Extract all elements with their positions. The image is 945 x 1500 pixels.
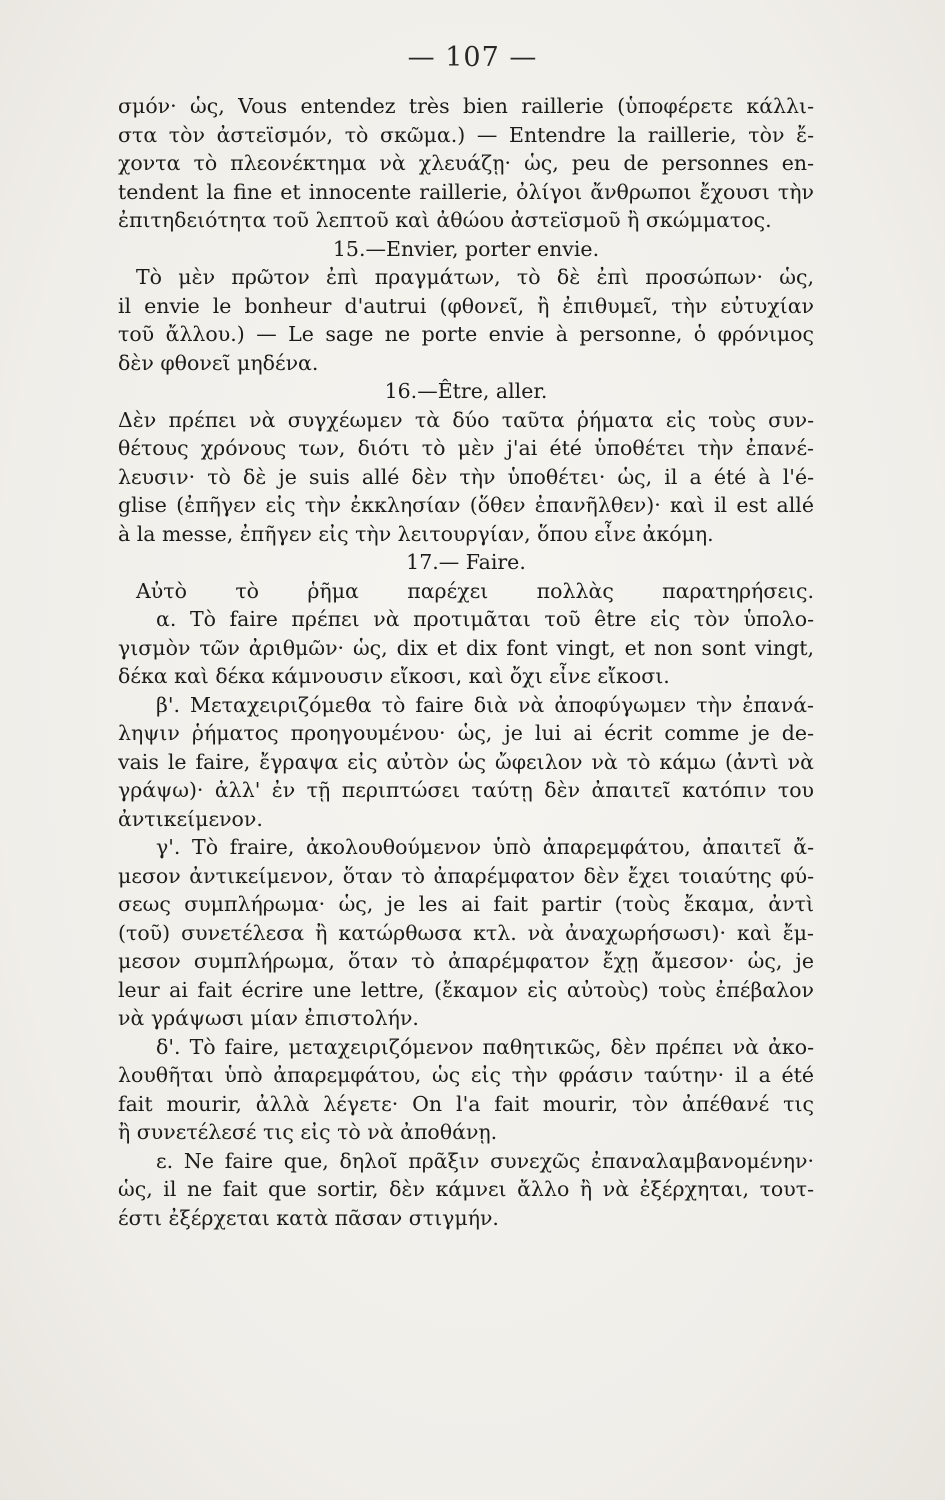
text-line: β'. Μεταχειριζόμεθα τὸ faire διὰ νὰ ἀποφύγωμεν τὴν ἐπανά- <box>156 692 814 717</box>
text-line: γισμὸν τῶν ἀριθμῶν· ὡς, dix et dix font vingt, et non sont vingt, <box>118 635 814 660</box>
text-line: τοῦ ἄλλου.) — Le sage ne porte envie à personne, ὁ φρόνιμος <box>118 322 814 346</box>
text-line: leur ai fait écrire une lettre, (ἔκαμον εἰς αὐτοὺς) τοὺς ἐπέβαλον <box>118 977 814 1002</box>
text-line: à la messe, ἐπῆγεν εἰς τὴν λειτουργίαν, ὅπου εἶνε ἀκόμη. <box>118 521 714 546</box>
text-line: δέκα καὶ δέκα κάμνουσιν εἴκοσι, καὶ ὄχι εἶνε εἴκοσι. <box>118 664 670 688</box>
text-line: χοντα τὸ πλεονέκτημα νὰ χλευάζῃ· ὡς, peu de personnes en- <box>118 151 814 175</box>
text-line: θέτους χρόνους των, διότι τὸ μὲν j'ai été ὑποθέτει τὴν ἐπανέ- <box>118 436 814 460</box>
text-line: στα τὸν ἀστεϊσμόν, τὸ σκῶμα.) — Entendre la raillerie, τὸν ἔ- <box>118 122 814 147</box>
text-line: ληψιν ῥήματος προηγουμένου· ὡς, je lui ai écrit comme je de- <box>118 721 814 745</box>
text-line: γ'. Τὸ fraire, ἀκολουθούμενον ὑπὸ ἀπαρεμφάτου, ἀπαιτεῖ ἄ- <box>156 835 814 859</box>
text-line: Τὸ μὲν πρῶτον ἐπὶ πραγμάτων, τὸ δὲ ἐπὶ προσώπων· ὡς, <box>136 265 814 289</box>
text-line: δ'. Τὸ faire, μεταχειριζόμενον παθητικῶς, δὲν πρέπει νὰ ἀκο- <box>156 1034 814 1059</box>
text-line: σεως συμπλήρωμα· ὡς, je les ai fait partir (τοὺς ἔκαμα, ἀντὶ <box>118 892 814 916</box>
text-line: έστι ἐξέρχεται κατὰ πᾶσαν στιγμήν. <box>118 1205 499 1230</box>
section-heading: 16.—Être, aller. <box>384 379 548 403</box>
text-line: Αὐτὸ τὸ ῥῆμα παρέχει πολλὰς παρατηρήσεις. <box>136 578 814 603</box>
page-body-text <box>118 92 814 1232</box>
section-heading: 15.—Envier, porter envie. <box>332 236 600 261</box>
text-line: vais le faire, ἔγραψα εἰς αὐτὸν ὡς ὤφειλον νὰ τὸ κάμω (ἀντὶ νὰ <box>118 749 814 774</box>
text-line: λευσιν· τὸ δὲ je suis allé δὲν τὴν ὑποθέτει· ὡς, il a été à l'é- <box>118 464 814 489</box>
text-line: λουθῆται ὑπὸ ἀπαρεμφάτου, ὡς εἰς τὴν φράσιν ταύτην· il a été <box>118 1063 814 1087</box>
text-line: γράψω)· ἀλλ' ἐν τῇ περιπτώσει ταύτῃ δὲν ἀπαιτεῖ κατόπιν του <box>118 778 814 802</box>
text-line: ἢ συνετέλεσέ τις εἰς τὸ νὰ ἀποθάνῃ. <box>118 1120 498 1144</box>
text-line: α. Τὸ faire πρέπει νὰ προτιμᾶται τοῦ être εἰς τὸν ὑπολο- <box>156 607 814 631</box>
text-line: μεσον συμπλήρωμα, ὅταν τὸ ἀπαρέμφατον ἔχῃ ἄμεσον· ὡς, je <box>118 949 814 973</box>
text-line: ἐπιτηδειότητα τοῦ λεπτοῦ καὶ ἀθώου ἀστεϊσμοῦ ἢ σκώμματος. <box>118 208 772 232</box>
text-line: μεσον ἀντικείμενον, ὅταν τὸ ἀπαρέμφατον δὲν ἔχει τοιαύτης φύ- <box>118 863 814 888</box>
text-line: (τοῦ) συνετέλεσα ἢ κατώρθωσα κτλ. νὰ ἀναχωρήσωσι)· καὶ ἔμ- <box>118 920 814 945</box>
text-line: δὲν φθονεῖ μηδένα. <box>118 350 319 375</box>
text-line: Δὲν πρέπει νὰ συγχέωμεν τὰ δύο ταῦτα ῥήματα εἰς τοὺς συν- <box>118 407 814 432</box>
text-line: glise (ἐπῆγεν εἰς τὴν ἐκκλησίαν (ὅθεν ἐπανῆλθεν)· καὶ il est allé <box>118 493 814 517</box>
text-line: tendent la fine et innocente raillerie, ὀλίγοι ἄνθρωποι ἔχουσι τὴν <box>118 179 814 204</box>
page-number: — 107 — <box>407 42 538 73</box>
text-line: ὡς, il ne fait que sortir, δὲν κάμνει ἄλλο ἢ νὰ ἐξέρχηται, τουτ- <box>118 1177 814 1201</box>
text-line: νὰ γράψωσι μίαν ἐπιστολήν. <box>118 1006 419 1030</box>
section-heading: 17.— Faire. <box>406 550 526 574</box>
text-line: il envie le bonheur d'autrui (φθονεῖ, ἢ ἐπιθυμεῖ, τὴν εὐτυχίαν <box>118 293 814 318</box>
text-line: fait mourir, ἀλλὰ λέγετε· On l'a fait mourir, τὸν ἀπέθανέ τις <box>118 1091 814 1116</box>
text-line: σμόν· ὡς, Vous entendez très bien raillerie (ὑποφέρετε κάλλι- <box>118 94 814 118</box>
text-line: ἀντικείμενον. <box>118 806 263 831</box>
text-line: ε. Ne faire que, δηλοῖ πρᾶξιν συνεχῶς ἐπαναλαμβανομένην· <box>156 1148 814 1173</box>
